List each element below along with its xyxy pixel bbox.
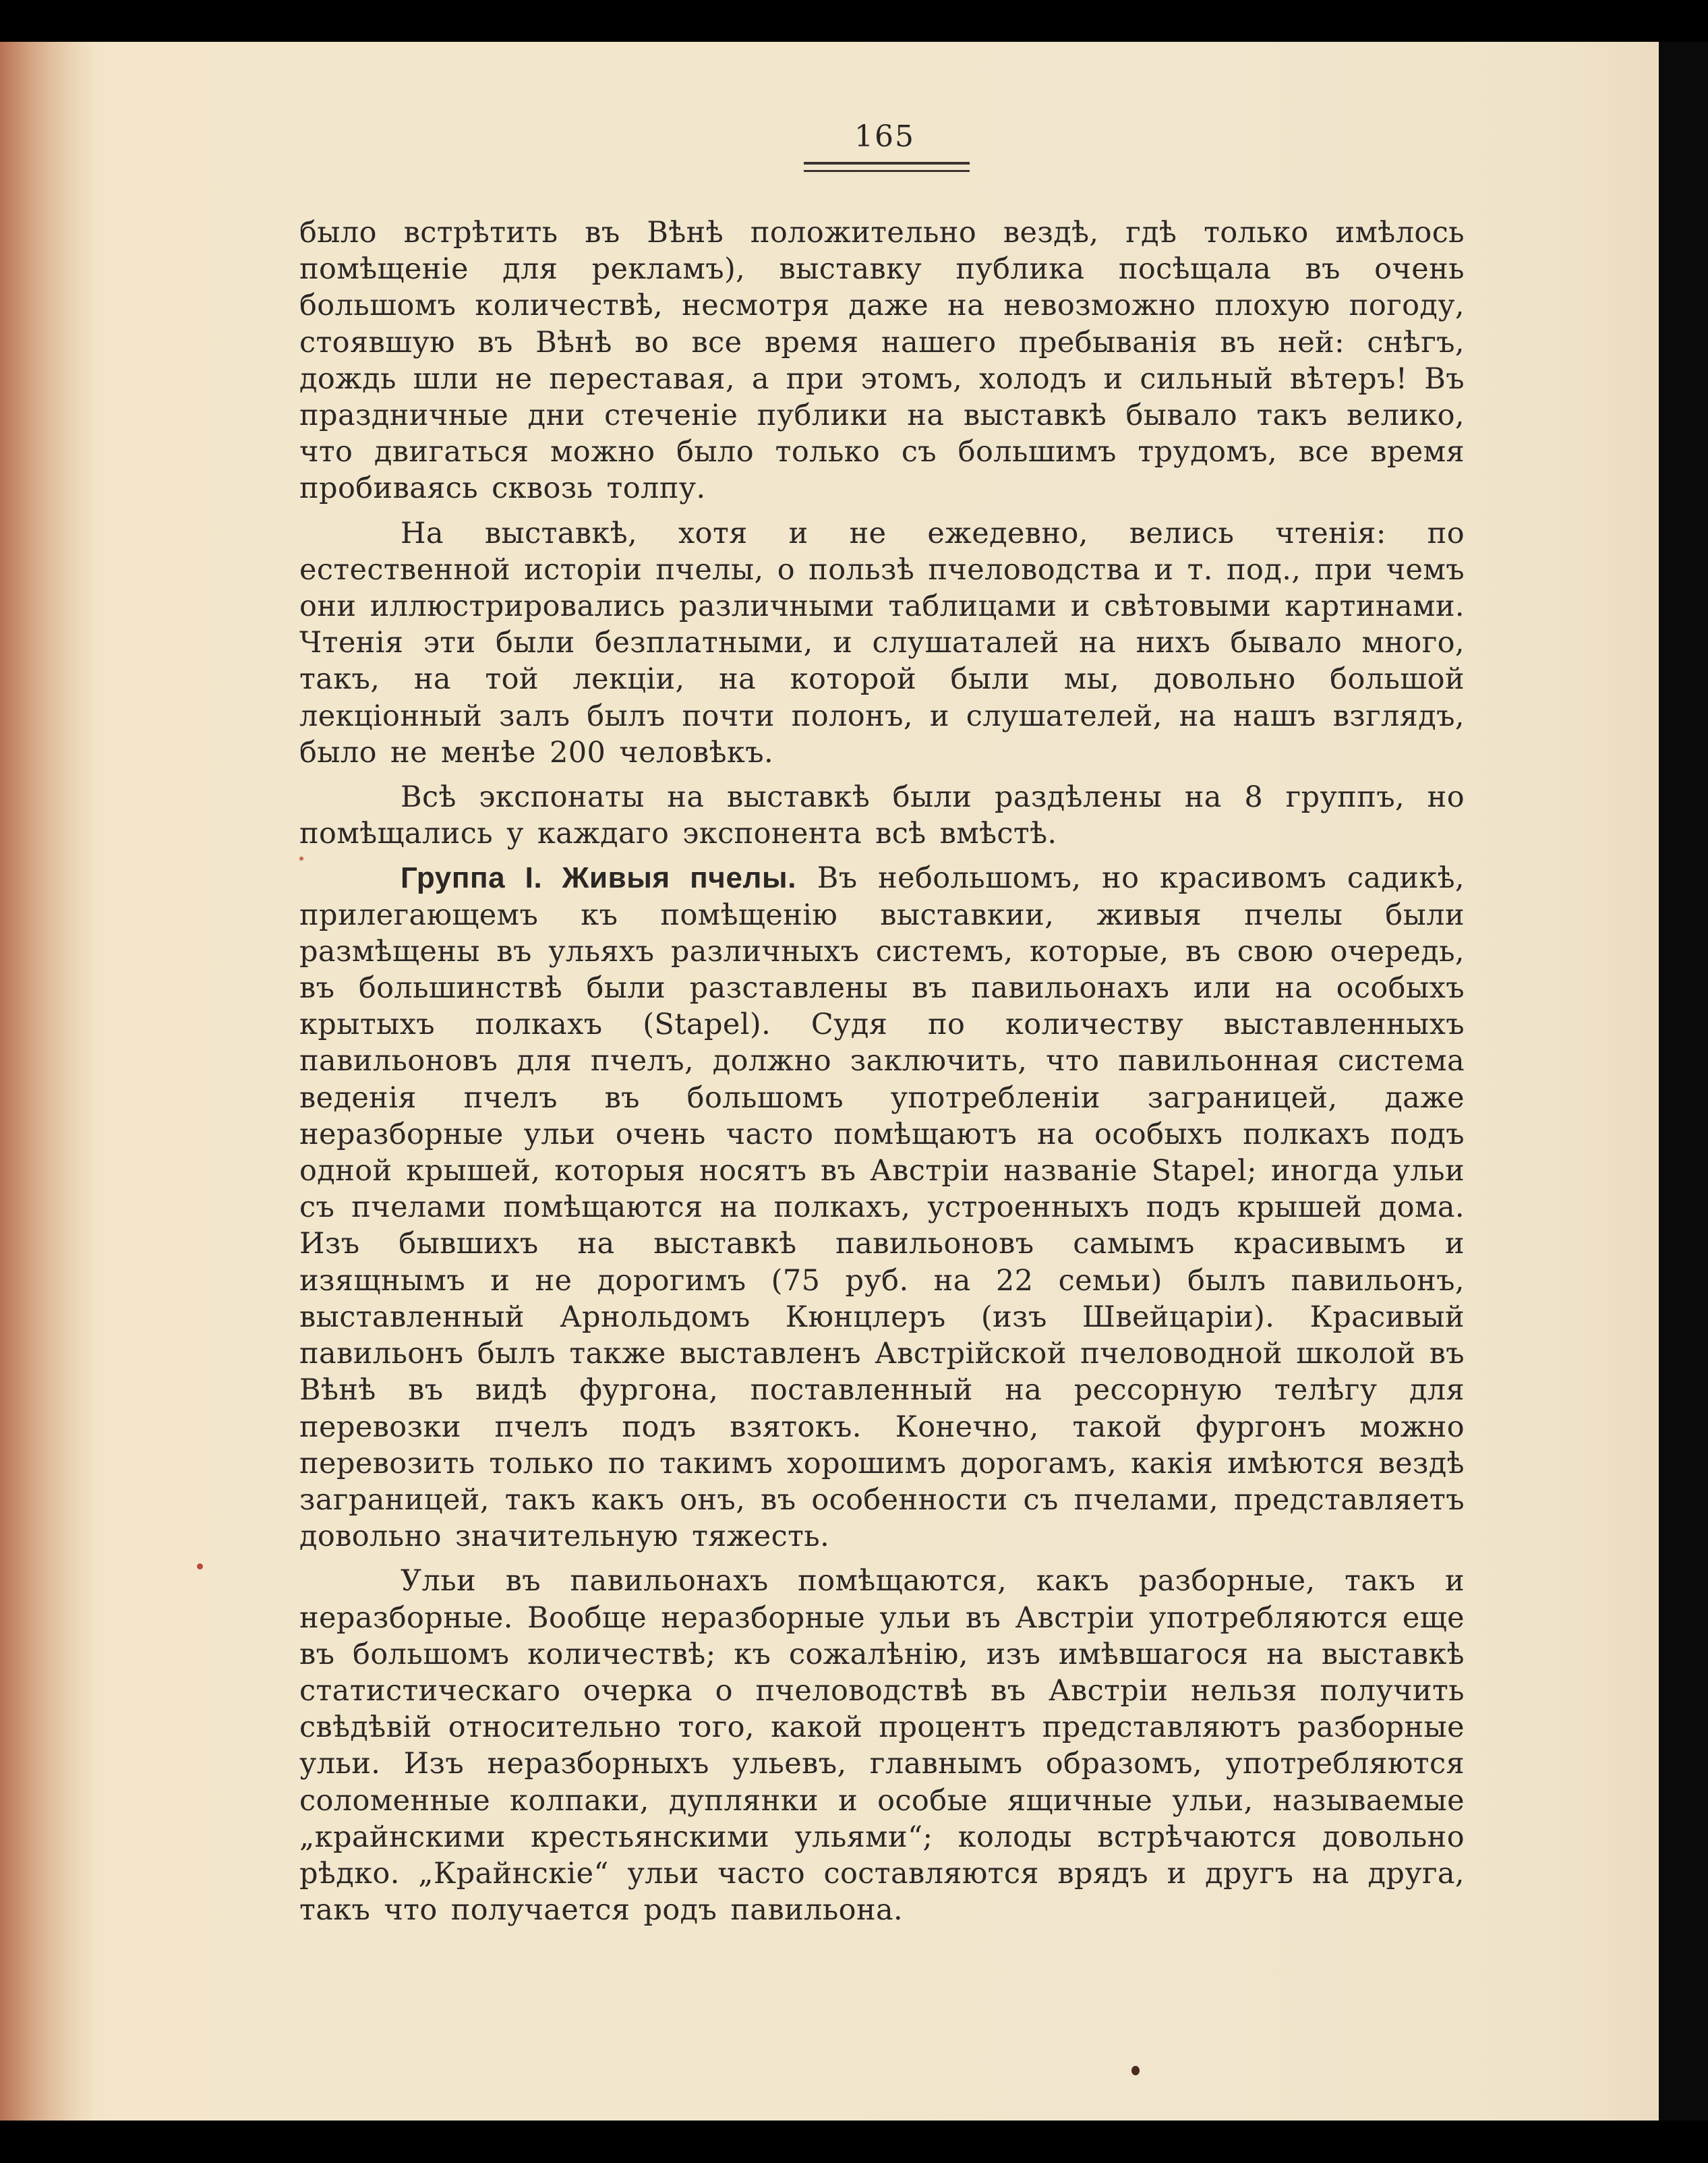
scan-border [1659, 42, 1708, 2121]
page-number-rule [804, 162, 970, 165]
text-column [299, 214, 1465, 1928]
page-number: 165 [854, 119, 915, 154]
ink-spot [1131, 2066, 1140, 2075]
paragraph-group-one [299, 860, 1465, 1555]
ink-spot [299, 857, 303, 861]
paragraph-hives: Ульи въ павильонахъ помѣщаются, какъ разборные, такъ и неразборные. Вообще неразборные ульи въ Австріи употребляются еще въ большомъ количествѣ; къ сожалѣнію, изъ имѣвшагося на выставкѣ статистическаго очерка о пчеловодствѣ въ Австріи нельзя получить свѣдѣвій относительно того, какой процентъ представляютъ разборные ульи. Изъ неразборныхъ ульевъ, главнымъ образомъ, употребляются соломенные колпаки, дуплянки и особые ящичные ульи, называемые „крайнскими крестьянскими ульями“; колоды встрѣчаются довольно рѣдко. „Крайнскіе“ ульи часто составляются врядъ и другъ на друга, такъ что получается родъ павильона. [299, 1564, 1465, 1928]
paragraph-group-one-text: Въ небольшомъ, но красивомъ садикѣ, прилегающемъ къ помѣщенію выставкии, живыя пчелы были размѣщены въ ульяхъ различныхъ системъ, которые, въ свою очередь, въ большинствѣ были разставлены въ павильонахъ или на особыхъ крытыхъ полкахъ (Stapel). Судя по количеству выставленныхъ павильоновъ для пчелъ, должно заключить, что павильонная система веденія пчелъ въ большомъ употребленіи заграницей, даже неразборные ульи очень часто помѣщаютъ на особыхъ полкахъ подъ одной крышей, которыя носятъ въ Австріи названіе Stapel; иногда ульи съ пчелами помѣщаются на полкахъ, устроенныхъ подъ крышей дома. Изъ бывшихъ на выставкѣ павильоновъ самымъ красивымъ и изящнымъ и не дорогимъ (75 руб. на 22 семьи) былъ павильонъ, выставленный Арнольдомъ Кюнцлеръ (изъ Швейцаріи). Красивый павильонъ былъ также выставленъ Австрійской пчеловодной школой въ Вѣнѣ въ видѣ фургона, поставленный на рессорную телѣгу для перевозки пчелъ подъ взятокъ. Конечно, такой фургонъ можно перевозить только по такимъ хорошимъ дорогамъ, какія имѣются вездѣ заграницей, такъ какъ онъ, въ особенности съ пчелами, представляетъ довольно значительную тяжесть. [299, 861, 1465, 1554]
paragraph-groups: Всѣ экспонаты на выставкѣ были раздѣлены на 8 группъ, но помѣщались у каждаго экспонента всѣ вмѣстѣ. [299, 780, 1465, 851]
page-number-rule-lower [804, 170, 970, 172]
paragraph-continuation: было встрѣтить въ Вѣнѣ положительно вездѣ, гдѣ только имѣлось помѣщеніе для рекламъ), выставку публика посѣщала въ очень большомъ количествѣ, несмотря даже на невозможно плохую погоду, стоявшую въ Вѣнѣ во все время нашего пребыванія въ ней: снѣгъ, дождь шли не переставая, а при этомъ, холодъ и сильный вѣтеръ! Въ праздничные дни стеченіе публики на выставкѣ бывало такъ велико, что двигаться можно было только съ большимъ трудомъ, все время пробиваясь сквозь толпу. [299, 216, 1465, 506]
binding-shadow [0, 42, 94, 2121]
paragraph-lectures: На выставкѣ, хотя и не ежедевно, велись чтенія: по естественной исторіи пчелы, о пользѣ пчеловодства и т. под., при чемъ они иллюстрировались различными таблицами и свѣтовыми картинами. Чтенія эти были безплатными, и слушаталей на нихъ бывало много, такъ, на той лекціи, на которой были мы, довольно большой лекціонный залъ былъ почти полонъ, и слушателей, на нашъ взглядъ, было не менѣе 200 человѣкъ. [299, 516, 1465, 770]
ink-spot [197, 1563, 203, 1569]
section-heading: Группа I. Живыя пчелы. [401, 861, 797, 895]
